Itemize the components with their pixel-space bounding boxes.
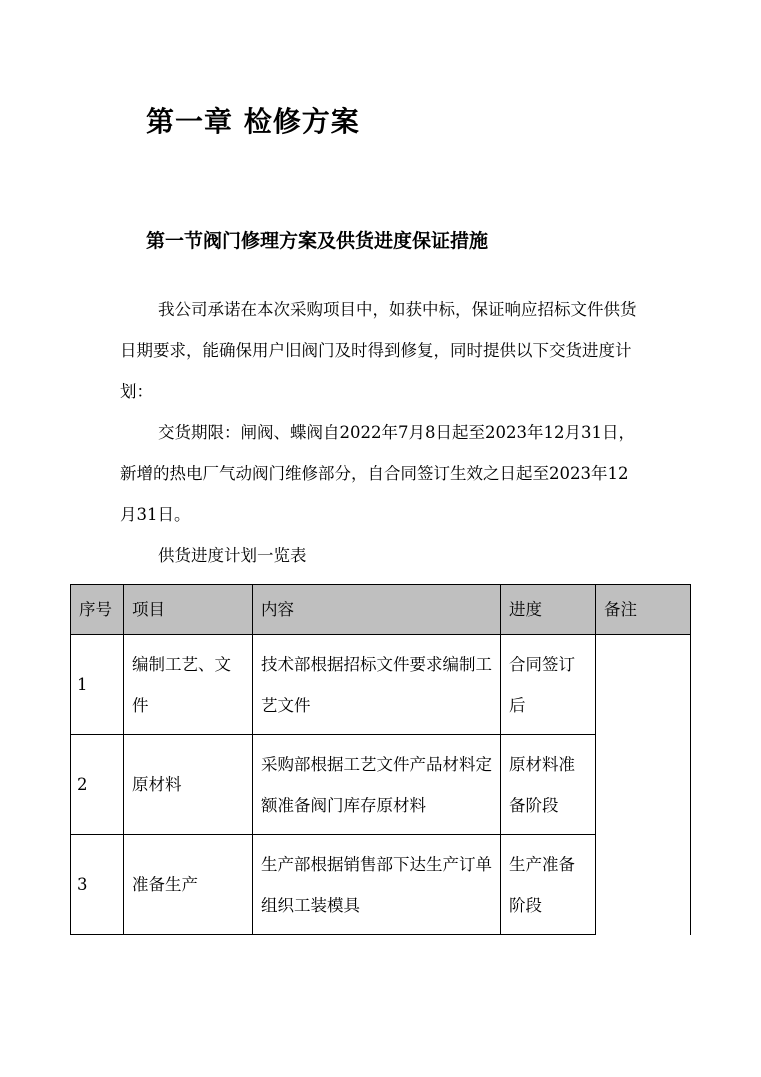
cell-progress: 原材料准备阶段 (501, 735, 596, 835)
chapter-title: 第一章 检修方案 (146, 105, 360, 138)
cell-item: 原材料 (124, 735, 253, 835)
header-remarks: 备注 (596, 585, 691, 635)
cell-remarks (596, 635, 691, 935)
cell-seq: 2 (71, 735, 124, 835)
section-title: 第一节阀门修理方案及供货进度保证措施 (146, 230, 489, 252)
cell-content: 采购部根据工艺文件产品材料定额准备阀门库存原材料 (253, 735, 501, 835)
header-content: 内容 (253, 585, 501, 635)
commitment-paragraph: 我公司承诺在本次采购项目中，如获中标，保证响应招标文件供货日期要求，能确保用户旧阀门及时得到修复，同时提供以下交货进度计划： (120, 300, 637, 401)
header-progress: 进度 (501, 585, 596, 635)
cell-item: 编制工艺、文件 (124, 635, 253, 735)
cell-seq: 1 (71, 635, 124, 735)
cell-progress: 生产准备阶段 (501, 835, 596, 935)
table-header-row (71, 585, 691, 635)
header-item: 项目 (124, 585, 253, 635)
cell-content: 技术部根据招标文件要求编制工艺文件 (253, 635, 501, 735)
supply-schedule-table (70, 584, 691, 935)
table-row (71, 635, 691, 735)
cell-item: 准备生产 (124, 835, 253, 935)
header-seq: 序号 (71, 585, 124, 635)
cell-content: 生产部根据销售部下达生产订单组织工装模具 (253, 835, 501, 935)
cell-progress: 合同签订后 (501, 635, 596, 735)
delivery-deadline-paragraph: 交货期限：闸阀、蝶阀自2022年7月8日起至2023年12月31日，新增的热电厂气动阀门维修部分，自合同签订生效之日起至2023年12月31日。 (120, 423, 635, 524)
cell-seq: 3 (71, 835, 124, 935)
table-caption: 供货进度计划一览表 (158, 546, 307, 565)
